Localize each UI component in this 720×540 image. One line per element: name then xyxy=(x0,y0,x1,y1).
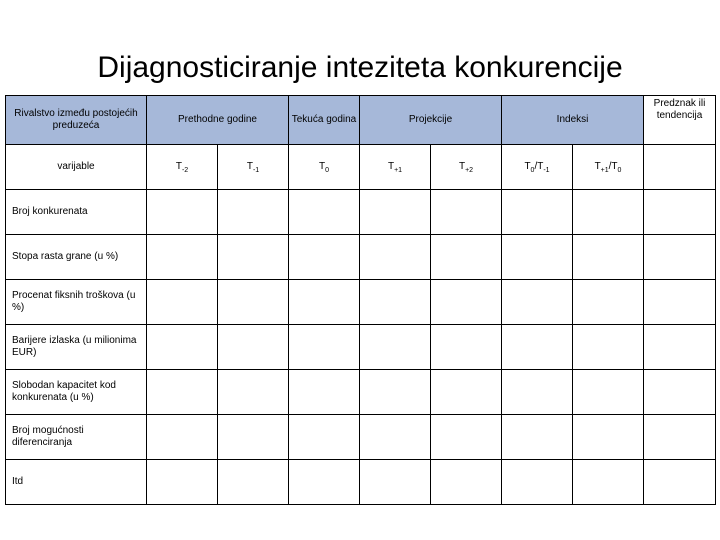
empty-cell[interactable] xyxy=(289,370,360,415)
table-row xyxy=(6,460,716,505)
empty-cell[interactable] xyxy=(502,190,573,235)
empty-cell[interactable] xyxy=(218,280,289,325)
empty-cell[interactable] xyxy=(147,325,218,370)
empty-cell[interactable] xyxy=(431,235,502,280)
empty-cell[interactable] xyxy=(644,370,716,415)
table-row xyxy=(6,370,716,415)
empty-cell[interactable] xyxy=(289,460,360,505)
empty-cell[interactable] xyxy=(502,325,573,370)
table-body xyxy=(6,190,716,505)
empty-cell[interactable] xyxy=(218,370,289,415)
empty-cell[interactable] xyxy=(573,415,644,460)
empty-cell[interactable] xyxy=(573,325,644,370)
row-label: Stopa rasta grane (u %) xyxy=(6,235,147,280)
empty-cell[interactable] xyxy=(360,190,431,235)
empty-cell[interactable] xyxy=(431,415,502,460)
subheader-t-minus-1: $T_{-1}$ xyxy=(218,145,289,190)
empty-cell[interactable] xyxy=(431,325,502,370)
empty-cell[interactable] xyxy=(218,460,289,505)
empty-cell[interactable] xyxy=(289,190,360,235)
header-row xyxy=(6,96,716,145)
table-row xyxy=(6,280,716,325)
empty-cell[interactable] xyxy=(573,460,644,505)
subheader-t-minus-2: $T_{-2}$ xyxy=(147,145,218,190)
row-label: Broj mogućnosti diferenciranja xyxy=(6,415,147,460)
empty-cell[interactable] xyxy=(147,190,218,235)
empty-cell[interactable] xyxy=(218,190,289,235)
header-rivalry: Rivalstvo između postojećih preduzeća xyxy=(6,96,147,145)
empty-cell[interactable] xyxy=(147,235,218,280)
subheader-t-0: $T_0$ xyxy=(289,145,360,190)
row-label: Procenat fiksnih troškova (u %) xyxy=(6,280,147,325)
empty-cell[interactable] xyxy=(431,190,502,235)
empty-cell[interactable] xyxy=(573,280,644,325)
page-title: Dijagnosticiranje inteziteta konkurencije xyxy=(97,51,623,84)
empty-cell[interactable] xyxy=(147,460,218,505)
empty-cell[interactable] xyxy=(644,235,716,280)
empty-cell[interactable] xyxy=(289,280,360,325)
empty-cell[interactable] xyxy=(644,325,716,370)
empty-cell[interactable] xyxy=(360,325,431,370)
empty-cell[interactable] xyxy=(360,460,431,505)
row-label: Barijere izlaska (u milionima EUR) xyxy=(6,325,147,370)
empty-cell[interactable] xyxy=(573,370,644,415)
empty-cell[interactable] xyxy=(502,235,573,280)
empty-cell[interactable] xyxy=(218,325,289,370)
empty-cell[interactable] xyxy=(431,280,502,325)
subheader-t-plus-1: $T_{+1}$ xyxy=(360,145,431,190)
header-sign-tendency: Predznak ili tendencija xyxy=(644,96,716,145)
competition-table xyxy=(5,95,716,505)
row-label: Broj konkurenata xyxy=(6,190,147,235)
empty-cell[interactable] xyxy=(147,415,218,460)
empty-cell[interactable] xyxy=(644,190,716,235)
empty-cell[interactable] xyxy=(502,370,573,415)
subheader-variables: varijable xyxy=(6,145,147,190)
subheader-t-plus-2: $T_{+2}$ xyxy=(431,145,502,190)
empty-cell[interactable] xyxy=(360,235,431,280)
row-label: Itd xyxy=(6,460,147,505)
subheader-index-t0-t-1: $T_0/T_{-1}$ xyxy=(502,145,573,190)
subheader-index-t1-t0: $T_{+1}/T_0$ xyxy=(573,145,644,190)
header-previous-years: Prethodne godine xyxy=(147,96,289,145)
table-row xyxy=(6,235,716,280)
table-row xyxy=(6,415,716,460)
empty-cell[interactable] xyxy=(644,460,716,505)
empty-cell[interactable] xyxy=(147,280,218,325)
empty-cell[interactable] xyxy=(289,325,360,370)
empty-cell[interactable] xyxy=(147,370,218,415)
row-label: Slobodan kapacitet kod konkurenata (u %) xyxy=(6,370,147,415)
empty-cell[interactable] xyxy=(573,235,644,280)
empty-cell[interactable] xyxy=(502,460,573,505)
empty-cell[interactable] xyxy=(502,280,573,325)
empty-cell[interactable] xyxy=(431,460,502,505)
empty-cell[interactable] xyxy=(360,370,431,415)
header-projections: Projekcije xyxy=(360,96,502,145)
empty-cell[interactable] xyxy=(218,235,289,280)
subheader-empty xyxy=(644,145,716,190)
header-indices: Indeksi xyxy=(502,96,644,145)
empty-cell[interactable] xyxy=(644,280,716,325)
empty-cell[interactable] xyxy=(644,415,716,460)
empty-cell[interactable] xyxy=(502,415,573,460)
table-row xyxy=(6,325,716,370)
empty-cell[interactable] xyxy=(360,280,431,325)
header-current-year: Tekuća godina xyxy=(289,96,360,145)
empty-cell[interactable] xyxy=(218,415,289,460)
empty-cell[interactable] xyxy=(289,415,360,460)
empty-cell[interactable] xyxy=(573,190,644,235)
empty-cell[interactable] xyxy=(431,370,502,415)
subheader-row xyxy=(6,145,716,190)
empty-cell[interactable] xyxy=(360,415,431,460)
empty-cell[interactable] xyxy=(289,235,360,280)
table-row xyxy=(6,190,716,235)
